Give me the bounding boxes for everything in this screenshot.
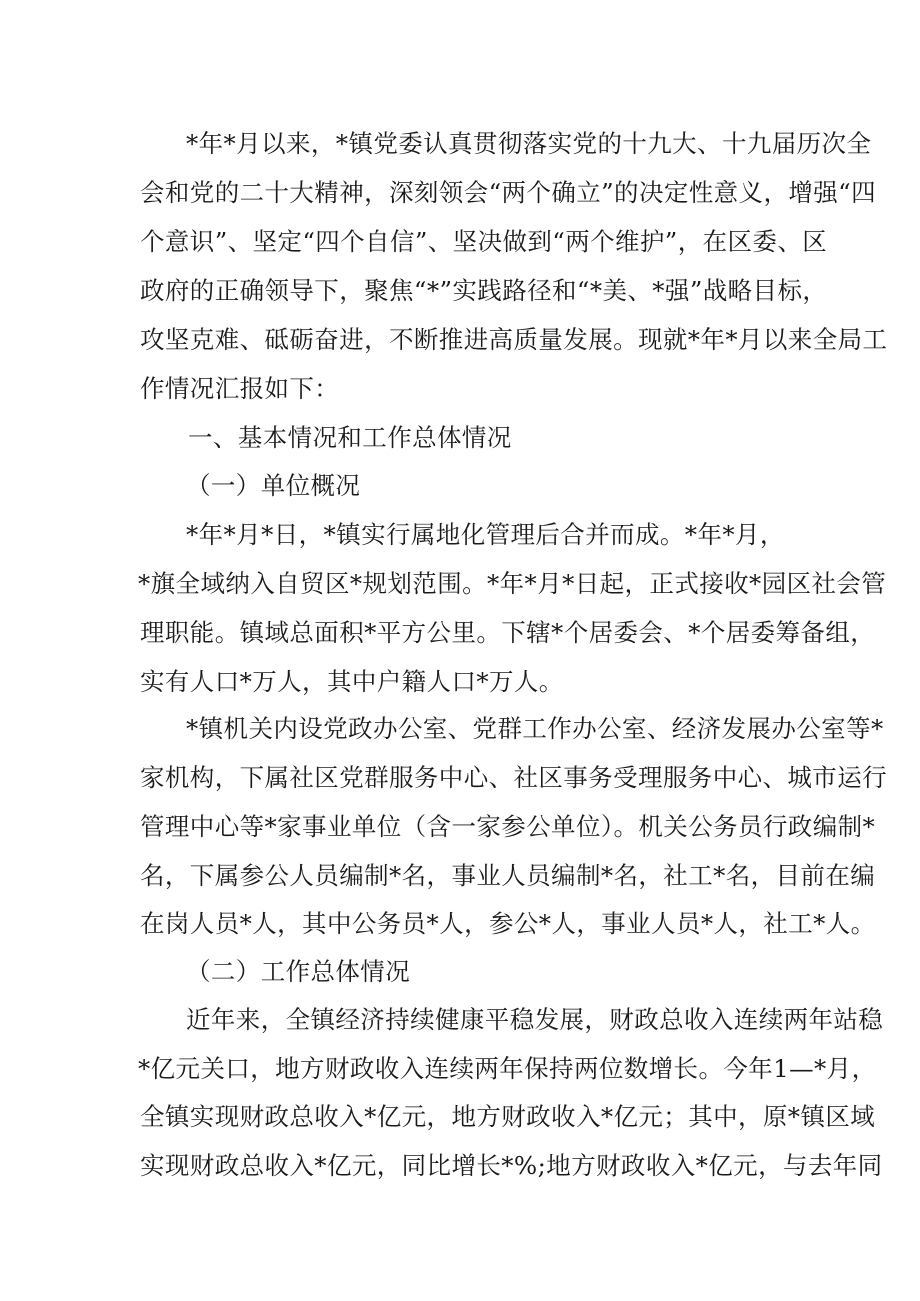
text-line: *镇机关内设党政办公室、党群工作办公室、经济发展办公室等* — [186, 714, 884, 743]
text-line: 名，下属参公人员编制*名，事业人员编制*名，社工*名，目前在编 — [140, 861, 876, 890]
text-line: 家机构，下属社区党群服务中心、社区事务受理服务中心、城市运行 — [140, 763, 887, 792]
text-line: 会和党的二十大精神，深刻领会“两个确立”的决定性意义，增强“四 — [140, 178, 876, 207]
subsection-heading: （一）单位概况 — [186, 471, 361, 500]
text-line: *旗全域纳入自贸区*规划范围。*年*月*日起，正式接收*园区社会管 — [138, 569, 887, 598]
text-line: 实有人口*万人，其中户籍人口*万人。 — [140, 667, 564, 696]
text-line: *年*月*日，*镇实行属地化管理后合并而成。*年*月， — [186, 520, 785, 549]
text-line: *亿元关口，地方财政收入连续两年保持两位数增长。今年1—*月， — [138, 1054, 877, 1083]
text-line: 个意识”、坚定“四个自信”、坚决做到“两个维护”，在区委、区 — [140, 227, 828, 256]
text-line: 政府的正确领导下，聚焦“*”实践路径和“*美、*强”战略目标， — [140, 276, 828, 305]
section-heading: 一、基本情况和工作总体情况 — [188, 423, 512, 452]
text-line: 近年来，全镇经济持续健康平稳发展，财政总收入连续两年站稳 — [186, 1005, 884, 1034]
text-line: 全镇实现财政总收入*亿元，地方财政收入*亿元；其中，原*镇区域 — [140, 1102, 876, 1131]
subsection-heading: （二）工作总体情况 — [186, 957, 411, 986]
text-line: 理职能。镇域总面积*平方公里。下辖*个居委会、*个居委筹备组， — [140, 618, 876, 647]
text-line: 实现财政总收入*亿元，同比增长*%;地方财政收入*亿元，与去年同 — [140, 1151, 883, 1180]
text-line: 攻坚克难、砥砺奋进，不断推进高质量发展。现就*年*月以来全局工 — [140, 325, 888, 354]
text-line: 在岗人员*人，其中公务员*人，参公*人，事业人员*人，社工*人。 — [140, 909, 876, 938]
text-line: 管理中心等*家事业单位（含一家参公单位）。机关公务员行政编制* — [140, 812, 876, 841]
text-line: 作情况汇报如下： — [140, 374, 340, 403]
text-line: *年*月以来，*镇党委认真贯彻落实党的十九大、十九届历次全 — [186, 129, 872, 158]
